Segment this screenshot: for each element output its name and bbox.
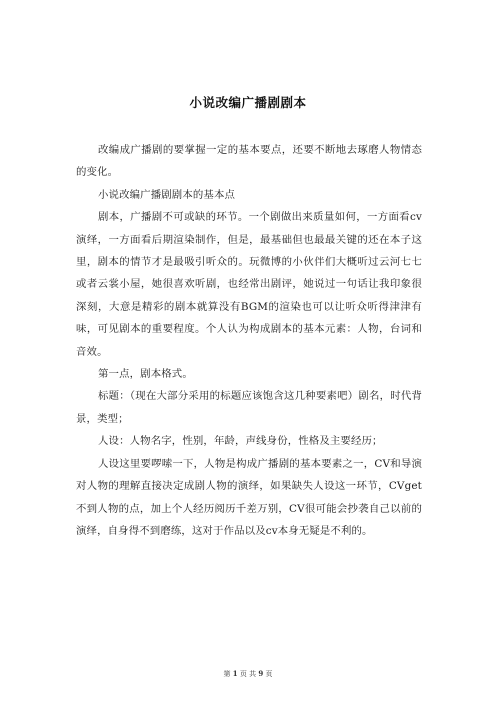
footer-total-pages: 9: [258, 669, 264, 678]
paragraph-character-notes: 人设这里要啰嗦一下，人物是构成广播剧的基本要素之一，CV和导演对人物的理解直接决定成剧人物的演绎，如果缺失人设这一环节，CVget不到人物的点，加上个人经历阅历千差万别，CV很可能会抄袭自己以前的演绎，自身得不到磨练，这对于作品以及cv本身无疑是不利的。: [76, 457, 422, 537]
footer-suffix: 页: [265, 670, 273, 678]
footer-page-number: 1: [232, 669, 238, 678]
footer-middle: 页 共: [239, 670, 257, 678]
paragraph-intro: 改编成广播剧的要掌握一定的基本要点，还要不断地去琢磨人物情态的变化。: [76, 144, 422, 179]
paragraph-heading: 小说改编广播剧剧本的基本点: [98, 188, 236, 201]
document-title: 小说改编广播剧剧本: [189, 95, 307, 110]
page-footer: [0, 669, 496, 679]
paragraph-point-one: 第一点，剧本格式。: [98, 368, 193, 381]
paragraph-character-setup: 人设：人物名字，性别，年龄，声线身份，性格及主要经历；: [98, 435, 383, 448]
paragraph-script: 剧本，广播剧不可或缺的环节。一个剧做出来质量如何，一方面看cv演绎，一方面看后期渲染制作，但是，最基础但也最最关键的还在本子这里，剧本的情节才是最吸引听众的。玩微博的小伙伴们大概听过云河七七或者云裳小屋，她很喜欢听剧，也经常出剧评，她说过一句话让我印象很深刻，大意是精彩的剧本就算没有BGM的渲染也可以让听众听得津津有味，可见剧本的重要程度。个人认为构成剧本的基本元素：人物，台词和音效。: [76, 211, 422, 358]
document-body: [76, 139, 422, 542]
paragraph-title-format: 标题：（现在大部分采用的标题应该饱含这几种要素吧）剧名，时代背景，类型；: [76, 390, 422, 425]
footer-prefix: 第: [223, 670, 231, 678]
